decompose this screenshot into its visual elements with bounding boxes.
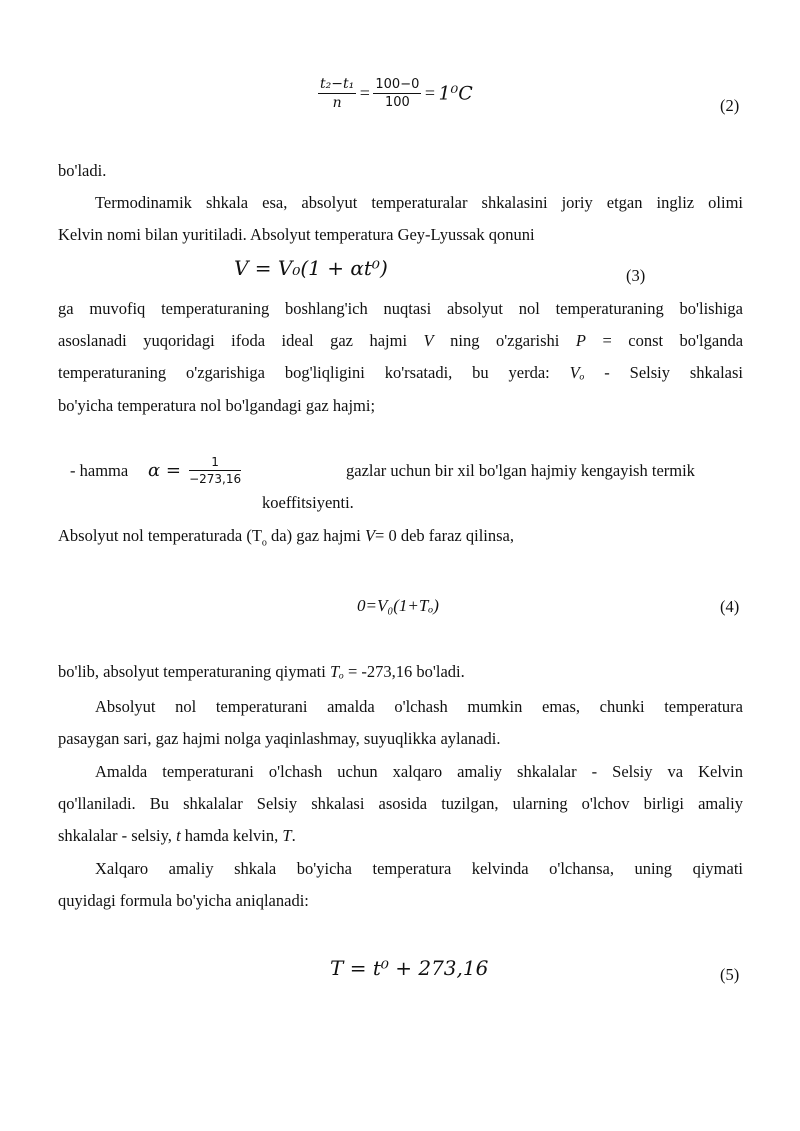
paragraph-muvofiq-line4: bo'yicha temperatura nol bo'lgandagi gaz hajmi; <box>58 396 376 415</box>
alpha-suffix: gazlar uchun bir xil bo'lgan hajmiy kengayish termik <box>346 461 695 480</box>
paragraph-termodinamik-line2: Kelvin nomi bilan yuritiladi. Absolyut temperatura Gey-Lyussak qonuni <box>58 225 535 244</box>
equation-2-number: (2) <box>720 96 740 115</box>
equation-5: T = t⁰ + 273,16 <box>330 956 489 980</box>
paragraph-amalda-olchash-line1: Absolyut nol temperaturani amalda o'lchash mumkin emas, chunki temperatura <box>95 697 743 716</box>
paragraph-xalqaro-shkalalar-line2: qo'llaniladi. Bu shkalalar Selsiy shkalasi asosida tuzilgan, ularning o'lchov birligi amaliy <box>58 794 743 813</box>
paragraph-muvofiq-line1: ga muvofiq temperaturaning boshlang'ich nuqtasi absolyut nol temperaturaning bo'lishiga <box>58 299 743 318</box>
paragraph-kelvinda-line1: Xalqaro amaliy shkala bo'yicha temperatura kelvinda o'lchansa, uning qiymati <box>95 859 743 878</box>
paragraph-amalda-olchash-line2: pasaygan sari, gaz hajmi nolga yaqinlashmay, suyuqlikka aylanadi. <box>58 729 501 748</box>
equation-2: $\frac{\text{t₂−t₁}}{n}$ = $\frac{100-0}{100}$ = 1⁰C <box>320 76 473 111</box>
paragraph-muvofiq-line3: temperaturaning o'zgarishiga bog'liqligini ko'rsatadi, bu yerda: Vₒ - Selsiy shkalasi <box>58 363 744 382</box>
paragraph-boladi: bo'ladi. <box>58 161 107 180</box>
equation-4-number: (4) <box>720 597 740 616</box>
equation-2-fraction-right: $\frac{100-0}{100}$ <box>375 77 420 110</box>
equation-4: 0=V₀(1+Tₒ) <box>357 596 439 615</box>
alpha-fraction: $\frac{1}{-273,16}$ <box>189 455 242 486</box>
equation-3-number: (3) <box>626 266 646 285</box>
equation-3: V = V₀(1 + αt⁰) <box>234 256 388 280</box>
paragraph-bolib: bo'lib, absolyut temperaturaning qiymati Tₒ = -273,16 bo'ladi. <box>58 662 465 681</box>
alpha-suffix-2: koeffitsiyenti. <box>262 493 354 512</box>
paragraph-xalqaro-shkalalar-line3: shkalalar - selsiy, t hamda kelvin, T. <box>58 826 296 845</box>
paragraph-absolyut-nol: Absolyut nol temperaturada ($T_o$ da) gaz hajmi V= 0 deb faraz qilinsa, <box>58 526 515 549</box>
equation-5-number: (5) <box>720 965 740 984</box>
alpha-formula: α = $\frac{1}{-273,16}$ <box>148 455 242 486</box>
alpha-prefix: - hamma <box>70 461 129 480</box>
paragraph-kelvinda-line2: quyidagi formula bo'yicha aniqlanadi: <box>58 891 309 910</box>
paragraph-muvofiq-line2: asoslanadi yuqoridagi ifoda ideal gaz hajmi V ning o'zgarishi P = const bo'lganda <box>58 331 744 350</box>
equation-2-result: 1⁰C <box>438 82 473 105</box>
paragraph-xalqaro-shkalalar-line1: Amalda temperaturani o'lchash uchun xalqaro amaliy shkalalar - Selsiy va Kelvin <box>95 762 743 781</box>
equation-2-fraction-left: $\frac{\text{t₂−t₁}}{n}$ <box>320 76 355 111</box>
paragraph-termodinamik-line1: Termodinamik shkala esa, absolyut temperaturalar shkalasini joriy etgan ingliz olimi <box>95 193 743 212</box>
